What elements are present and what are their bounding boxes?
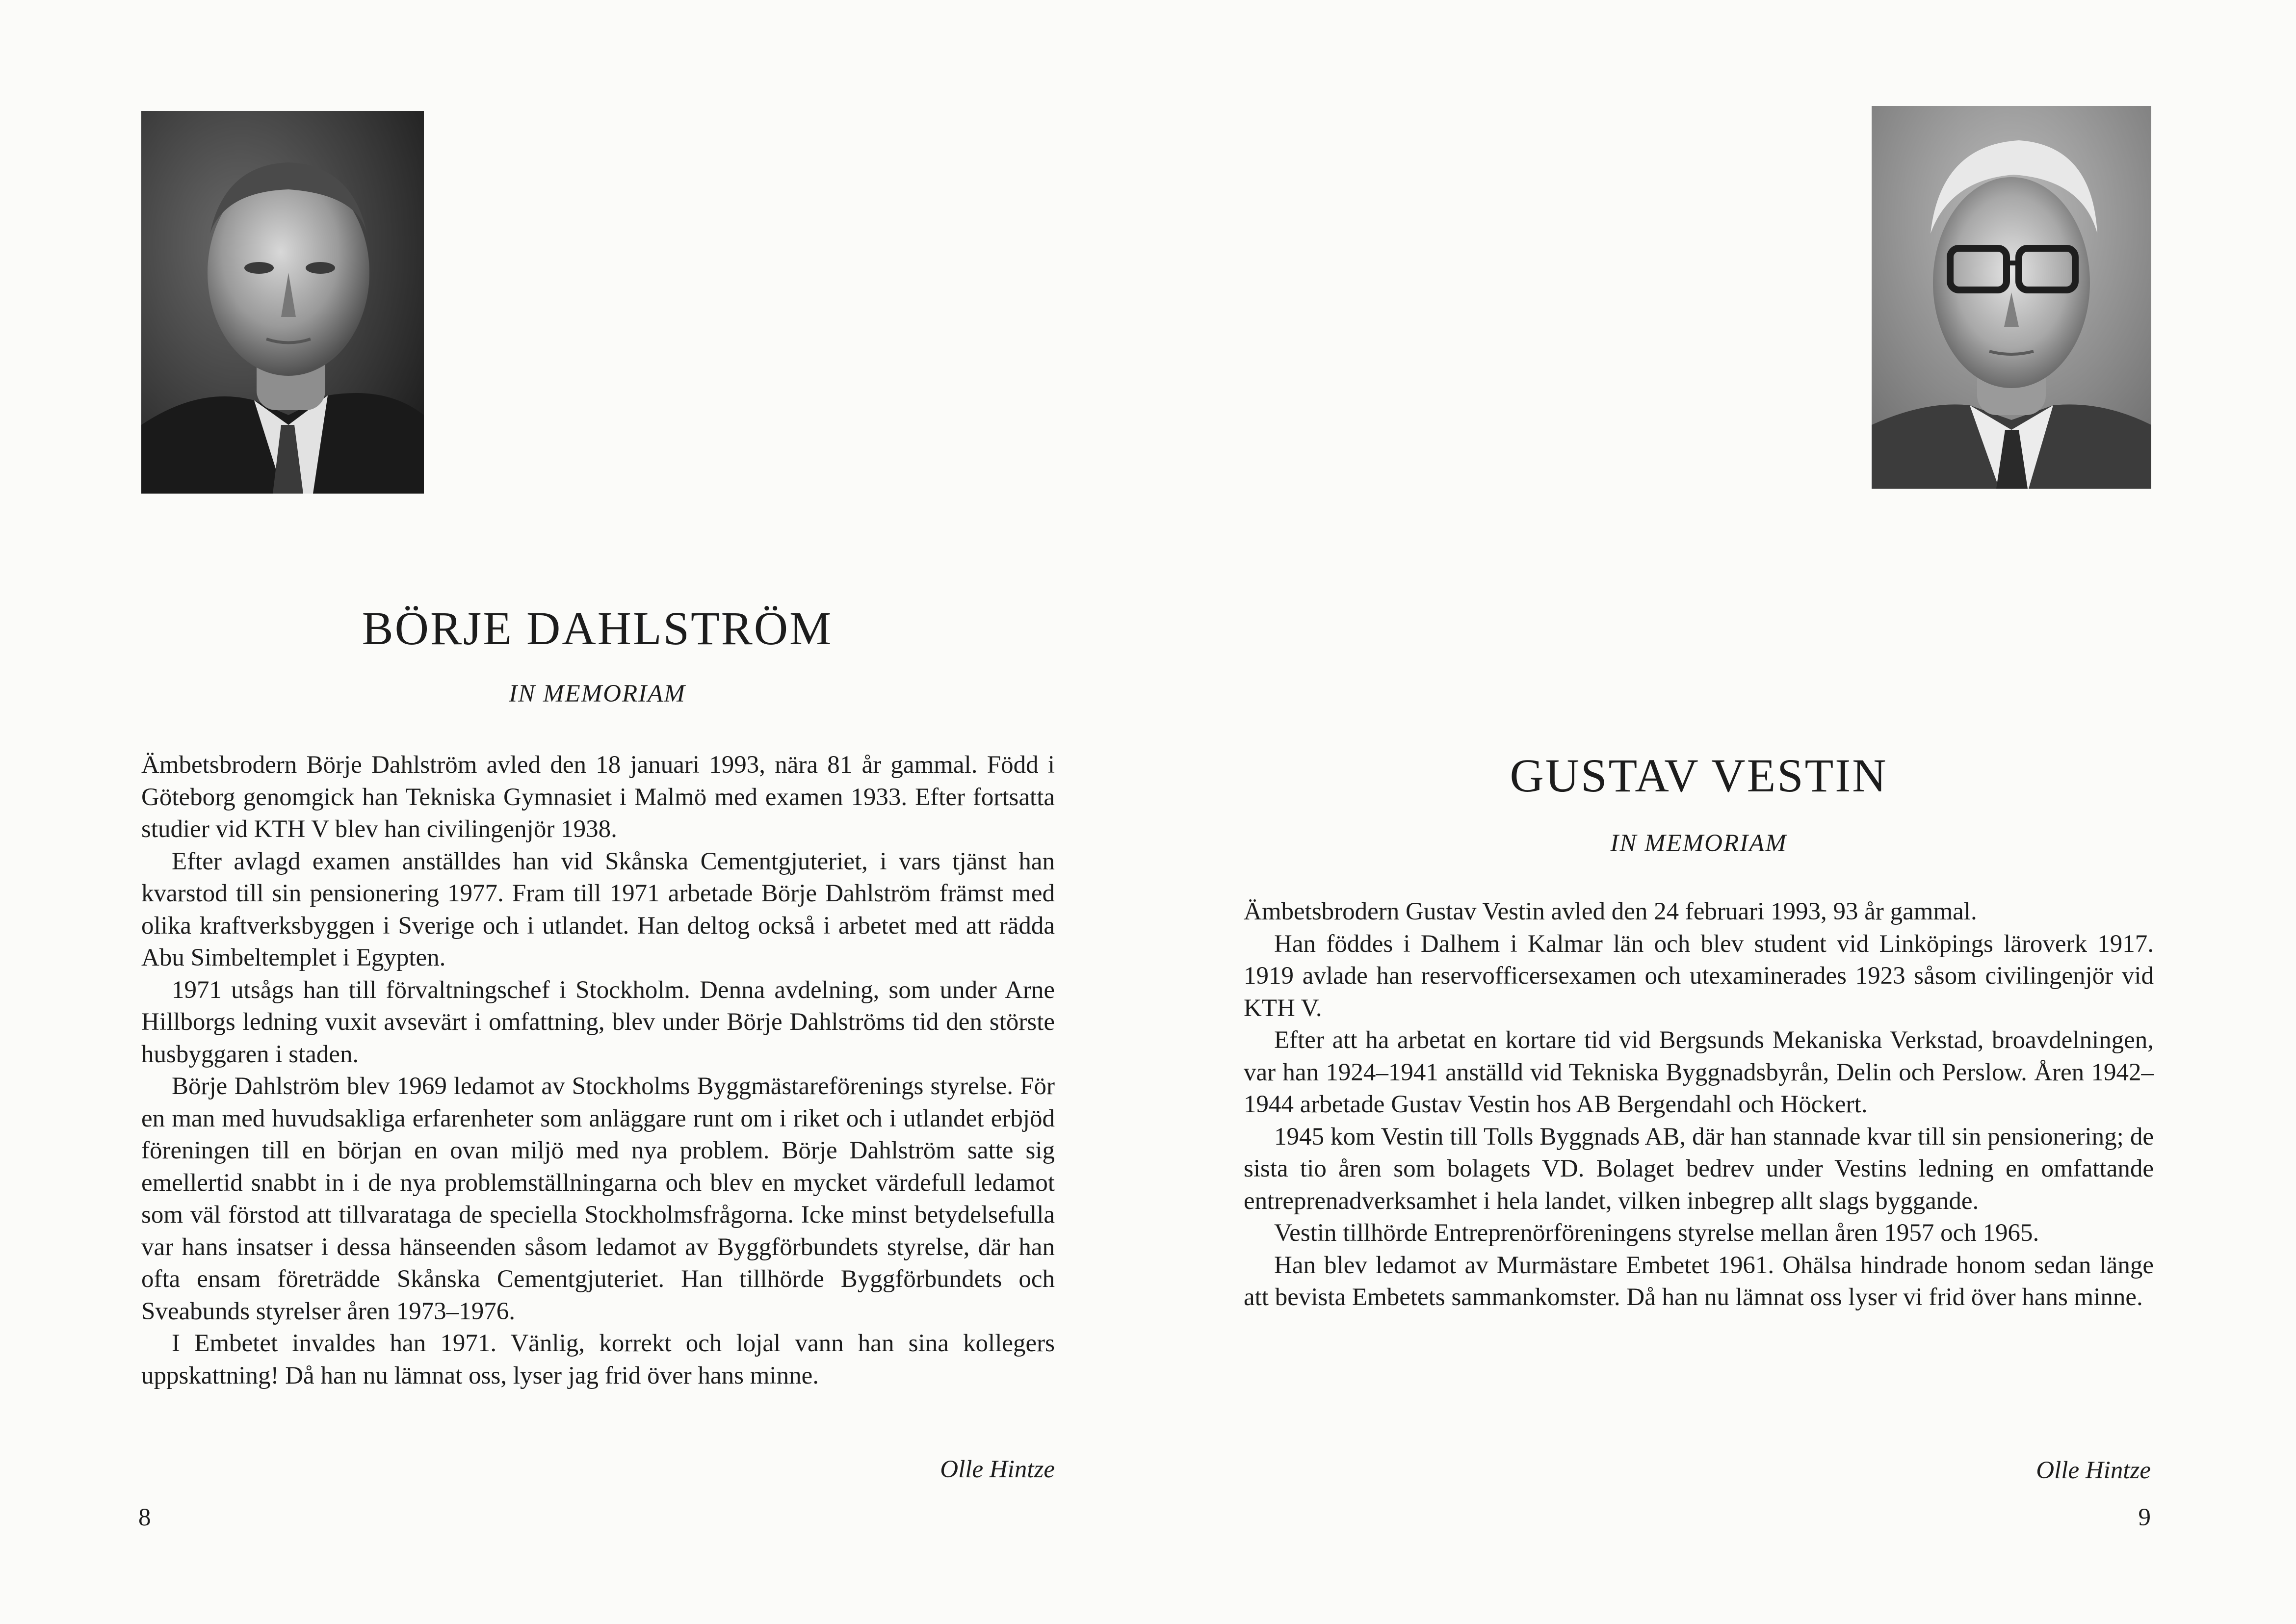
paragraph: Efter avlagd examen anställdes han vid Skånska Cementgjuteriet, i vars tjänst han kvarstod till sin pensionering 1977. Fram till 1971 arbetade Börje Dahlström främst med olika kraftverksbyggen i Sverige och i utlandet. Han deltog också i arbetet med att rädda Abu Simbeltemplet i Egypten.	[141, 847, 1055, 971]
portrait-gustav-vestin	[1872, 106, 2151, 489]
paragraph: Han föddes i Dalhem i Kalmar län och blev student vid Linköpings läroverk 1917. 1919 avlade han reservofficersexamen och utexaminerades 1923 såsom civilingenjör vid KTH V.	[1244, 930, 2154, 1022]
paragraph: Han blev ledamot av Murmästare Embetet 1961. Ohälsa hindrade honom sedan länge att bevista Embetets sammankomster. Då han nu lämnat oss lyser vi frid över hans minne.	[1244, 1251, 2154, 1311]
paragraph: Börje Dahlström blev 1969 ledamot av Stockholms Byggmästareförenings styrelse. För en man med huvudsakliga erfarenheter som anläggare runt om i riket och i utlandet erbjöd föreningen till en början en ovan miljö med nya problem. Börje Dahlström satte sig emellertid snabbt in i de nya problemställningarna och blev en mycket värdefull ledamot som väl förstod att tillvaratagа de speciella Stockholmsfrågorna. Icke minst betydelsefulla var hans insatser i dessa hänseenden såsom ledamot av Byggförbundets styrelse, där han ofta ensam företrädde Skånska Cementgjuteriet. Han tillhörde Byggförbundets och Sveabunds styrelser åren 1973–1976.	[141, 1073, 1055, 1325]
article-body	[1244, 896, 2154, 1314]
portrait-borje-dahlstrom	[141, 111, 424, 494]
page-title: GUSTAV VESTIN	[1510, 749, 1888, 802]
page-number: 9	[2138, 1504, 2151, 1531]
author-signature: Olle Hintze	[2036, 1457, 2151, 1484]
portrait-photo-icon	[1872, 106, 2151, 489]
in-memoriam-subtitle: IN MEMORIAM	[1610, 830, 1787, 857]
article-body	[141, 749, 1055, 1392]
paragraph: Vestin tillhörde Entreprenörföreningens styrelse mellan åren 1957 och 1965.	[1274, 1219, 2039, 1247]
paragraph: 1945 kom Vestin till Tolls Byggnads AB, där han stannade kvar till sin pensionering; de sista tio åren som bolagets VD. Bolaget bedrev under Vestins ledning en omfattande entreprenadverksamhet i hela landet, vilken inbegrep allt slags byggande.	[1244, 1123, 2154, 1215]
page-title: BÖRJE DAHLSTRÖM	[362, 602, 833, 655]
portrait-photo-icon	[141, 111, 424, 494]
paragraph: Ämbetsbrodern Börje Dahlström avled den 18 januari 1993, nära 81 år gammal. Född i Göteborg genomgick han Tekniska Gymnasiet i Malmö med examen 1933. Efter fortsatta studier vid KTH V blev han civilingenjör 1938.	[141, 751, 1055, 843]
author-signature: Olle Hintze	[940, 1456, 1055, 1483]
paragraph: Ämbetsbrodern Gustav Vestin avled den 24 februari 1993, 93 år gammal.	[1244, 898, 1977, 925]
right-page	[1148, 0, 2296, 1624]
paragraph: 1971 utsågs han till förvaltningschef i Stockholm. Denna avdelning, som under Arne Hillborgs ledning vuxit avsevärt i omfattning, blev under Börje Dahlströms tid den störste husbyggaren i staden.	[141, 976, 1055, 1068]
in-memoriam-subtitle: IN MEMORIAM	[509, 680, 686, 707]
paragraph: Efter att ha arbetat en kortare tid vid Bergsunds Mekaniska Verkstad, broavdelningen, var han 1924–1941 anställd vid Tekniska Byggnadsbyrån, Delin och Perslow. Åren 1942–1944 arbetade Gustav Vestin hos AB Bergendahl och Höckert.	[1244, 1026, 2154, 1118]
page-number: 8	[138, 1504, 151, 1531]
paragraph: I Embetet invaldes han 1971. Vänlig, korrekt och lojal vann han sina kollegers uppskattning! Då han nu lämnat oss, lyser jag frid över hans minne.	[141, 1330, 1055, 1389]
